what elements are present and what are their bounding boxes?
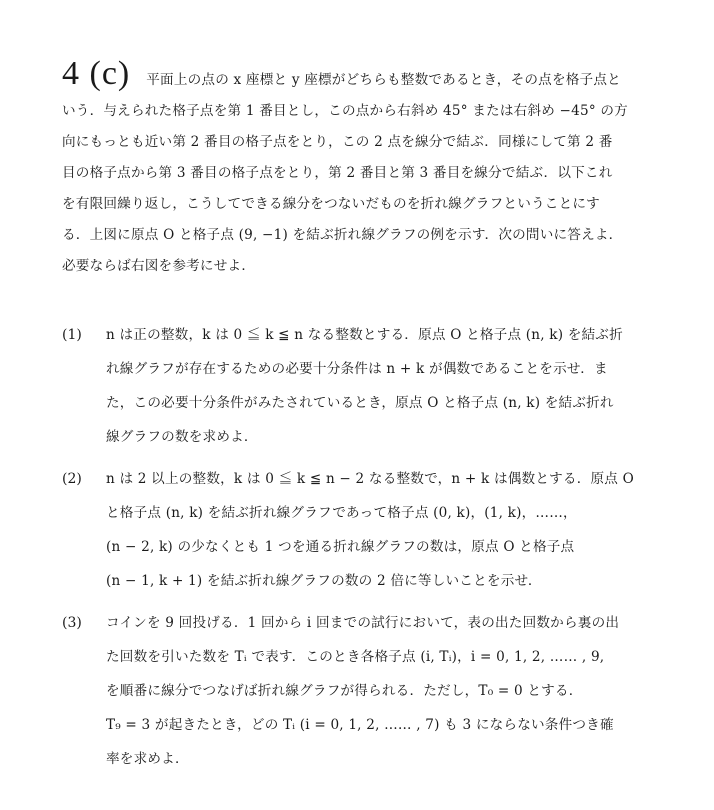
problem-intro bbox=[62, 55, 658, 282]
intro-line-4: 目の格子点から第 3 番目の格子点をとり，第 2 番目と第 3 番目を線分で結ぶ．以下これ bbox=[62, 165, 613, 181]
sub-question-text bbox=[106, 318, 658, 454]
intro-line-3: 向にもっとも近い第 2 番目の格子点をとり，この 2 点を線分で結ぶ．同様にして第 2 番 bbox=[62, 134, 613, 150]
text-line: た回数を引いた数を Tᵢ で表す．このとき各格子点 (i, Tᵢ)，i = 0, 1, 2, …… , 9, bbox=[106, 649, 605, 665]
intro-line-5: を有限回繰り返し，こうしてできる線分をつないだものを折れ線グラフということにす bbox=[62, 196, 600, 212]
sub-question-label: (2) bbox=[62, 471, 82, 487]
intro-line-6: る．上図に原点 O と格子点 (9, −1) を結ぶ折れ線グラフの例を示す．次の問いに答えよ． bbox=[62, 227, 623, 243]
sub-questions bbox=[62, 318, 658, 784]
text-line: と格子点 (n, k) を結ぶ折れ線グラフであって格子点 (0, k)，(1, k)，……， bbox=[106, 505, 577, 521]
text-line: を順番に線分でつなげば折れ線グラフが得られる．ただし，T₀ = 0 とする． bbox=[106, 683, 583, 699]
sub-question-2 bbox=[62, 462, 658, 598]
sub-question-text bbox=[106, 462, 658, 598]
text-line: (n − 2, k) の少なくとも 1 つを通る折れ線グラフの数は，原点 O と格子点 bbox=[106, 539, 575, 555]
sub-question-text bbox=[106, 606, 658, 776]
intro-line-2: いう．与えられた格子点を第 1 番目とし，この点から右斜め 45° または右斜め −45° の方 bbox=[62, 103, 628, 119]
problem-number: 4 (c) bbox=[62, 55, 131, 92]
sub-question-label: (1) bbox=[62, 327, 82, 343]
sub-question-1 bbox=[62, 318, 658, 454]
text-line: (n − 1, k + 1) を結ぶ折れ線グラフの数の 2 倍に等しいことを示せ． bbox=[106, 573, 542, 589]
text-line: n は正の整数，k は 0 ≦ k ≦ n なる整数とする．原点 O と格子点 (n, k) を結ぶ折 bbox=[106, 327, 623, 343]
text-line: コインを 9 回投げる．1 回から i 回までの試行において，表の出た回数から裏の出 bbox=[106, 615, 620, 631]
text-line: T₉ = 3 が起きたとき，どの Tᵢ (i = 0, 1, 2, …… , 7) も 3 にならない条件つき確 bbox=[106, 717, 614, 733]
intro-line-7: 必要ならば右図を参考にせよ． bbox=[62, 258, 256, 274]
text-line: れ線グラフが存在するための必要十分条件は n + k が偶数であることを示せ．ま bbox=[106, 361, 608, 377]
text-line: た，この必要十分条件がみたされているとき，原点 O と格子点 (n, k) を結ぶ折れ bbox=[106, 395, 614, 411]
intro-line-1: 平面上の点の x 座標と y 座標がどちらも整数であるとき，その点を格子点と bbox=[146, 72, 621, 88]
sub-question-label: (3) bbox=[62, 615, 82, 631]
sub-question-3 bbox=[62, 606, 658, 776]
text-line: n は 2 以上の整数，k は 0 ≦ k ≦ n − 2 なる整数で，n + k は偶数とする．原点 O bbox=[106, 471, 634, 487]
text-line: 線グラフの数を求めよ． bbox=[106, 429, 258, 445]
text-line: 率を求めよ． bbox=[106, 751, 189, 767]
